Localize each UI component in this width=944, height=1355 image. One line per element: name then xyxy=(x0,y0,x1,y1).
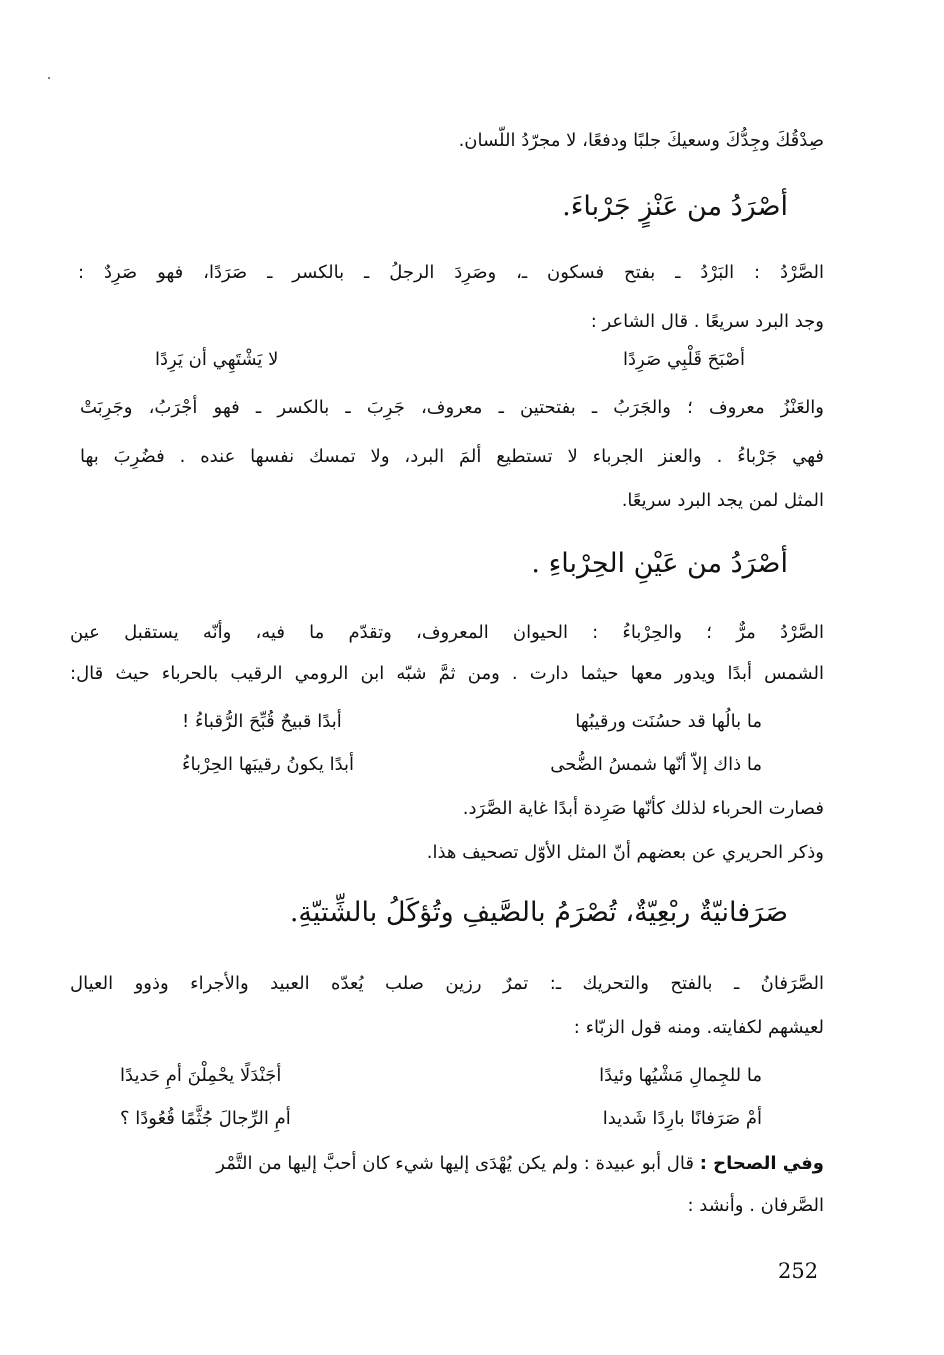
verse-second-hemistich: لا يَشْتَهِي أن يَرِدًا xyxy=(155,349,279,370)
scan-speck xyxy=(48,77,50,79)
text-line: المثل لمن يجد البرد سريعًا. xyxy=(621,490,824,511)
text-line-rest: قال أبو عبيدة : ولم يكن يُهْدَى إليها شيء كان أحبَّ إليها من التَّمْر xyxy=(216,1153,694,1174)
text-line: وجد البرد سريعًا . قال الشاعر : xyxy=(590,311,824,332)
verse-second-hemistich: أبدًا قبيحٌ قُبِّحَ الرُّقباءُ ! xyxy=(182,711,342,732)
poem-verse xyxy=(120,1107,762,1131)
text-line: لعيشهم لكفايته. ومنه قول الزبّاء : xyxy=(573,1017,824,1038)
text-line: الصَّرَفانُ ـ بالفتح والتحريك ـ: تمرٌ رزين صلب يُعدّه العبيد والأجراء وذوو العيال xyxy=(70,973,824,994)
poem-verse xyxy=(182,710,762,734)
verse-second-hemistich: أبدًا يكونُ رقيبَها الحِرْباءُ xyxy=(182,754,355,775)
verse-second-hemistich: أجَنْدَلًا يحْمِلْنَ أمِ حَديدًا xyxy=(120,1065,282,1086)
text-line: وذكر الحريري عن بعضهم أنّ المثل الأوّل تصحيف هذا. xyxy=(426,842,824,863)
text-line xyxy=(60,1152,824,1176)
proverb-heading: صَرَفانيّةٌ ربْعِيّةٌ، تُصْرَمُ بالصَّيفِ وتُؤكَلُ بالشِّتيّةِ. xyxy=(289,897,788,928)
text-line: الشمس أبدًا ويدور معها حيثما دارت . ومن ثمَّ شبّه ابن الرومي الرقيب بالحرباء حيث قال: xyxy=(70,663,824,684)
source-lead: وفي الصحاح : xyxy=(699,1153,824,1174)
poem-verse xyxy=(120,1064,762,1088)
proverb-heading: أصْرَدُ من عَنْزٍ جَرْباءَ. xyxy=(562,191,788,222)
text-line: الصَّرْدُ مرٌّ ؛ والحِرْباءُ : الحيوان المعروف، وتقدّم ما فيه، وأنّه يستقبل عين xyxy=(70,622,824,643)
verse-first-hemistich: ما للجِمالِ مَشْيُها وئيدًا xyxy=(599,1065,762,1086)
poem-verse xyxy=(182,753,762,777)
verse-second-hemistich: أمِ الرِّجالَ جُثَّمًا قُعُودًا ؟ xyxy=(120,1108,291,1129)
text-line: والعَنْزُ معروف ؛ والجَرَبُ ـ بفتحتين ـ معروف، جَرِبَ ـ بالكسر ـ فهو أجْرَبُ، وجَرِبَتْ xyxy=(80,397,824,418)
verse-first-hemistich: ما بالُها قد حسُنَت ورقيبُها xyxy=(575,711,762,732)
text-line: صِدْقُكَ وجِدُّكَ وسعيكَ جلبًا ودفعًا، لا مجرّدُ اللّسان. xyxy=(458,130,824,151)
verse-first-hemistich: أصْبَحَ قَلْبِي صَرِدًا xyxy=(622,349,745,370)
verse-first-hemistich: أمْ صَرَفانًا بارِدًا شَديدا xyxy=(602,1108,762,1129)
text-line: فصارت الحرباء لذلك كأنّها صَرِدة أبدًا غاية الصَّرَد. xyxy=(462,798,824,819)
poem-verse xyxy=(155,348,745,372)
text-line: فهي جَرْباءُ . والعنز الجرباء لا تستطيع ألمَ البرد، ولا تمسك نفسها عنده . فضُرِبَ بها xyxy=(80,446,824,467)
text-line: الصَّرفان . وأنشد : xyxy=(687,1195,824,1216)
page-number: 252 xyxy=(778,1259,819,1283)
verse-first-hemistich: ما ذاك إلاّ أنّها شمسُ الضُّحى xyxy=(550,754,762,775)
text-line: الصَّرْدُ : البَرْدُ ـ بفتح فسكون ـ، وصَرِدَ الرجلُ ـ بالكسر ـ صَرَدًا، فهو صَرِدٌ : xyxy=(78,262,824,283)
proverb-heading: أصْرَدُ من عَيْنِ الحِرْباءِ . xyxy=(531,548,788,579)
